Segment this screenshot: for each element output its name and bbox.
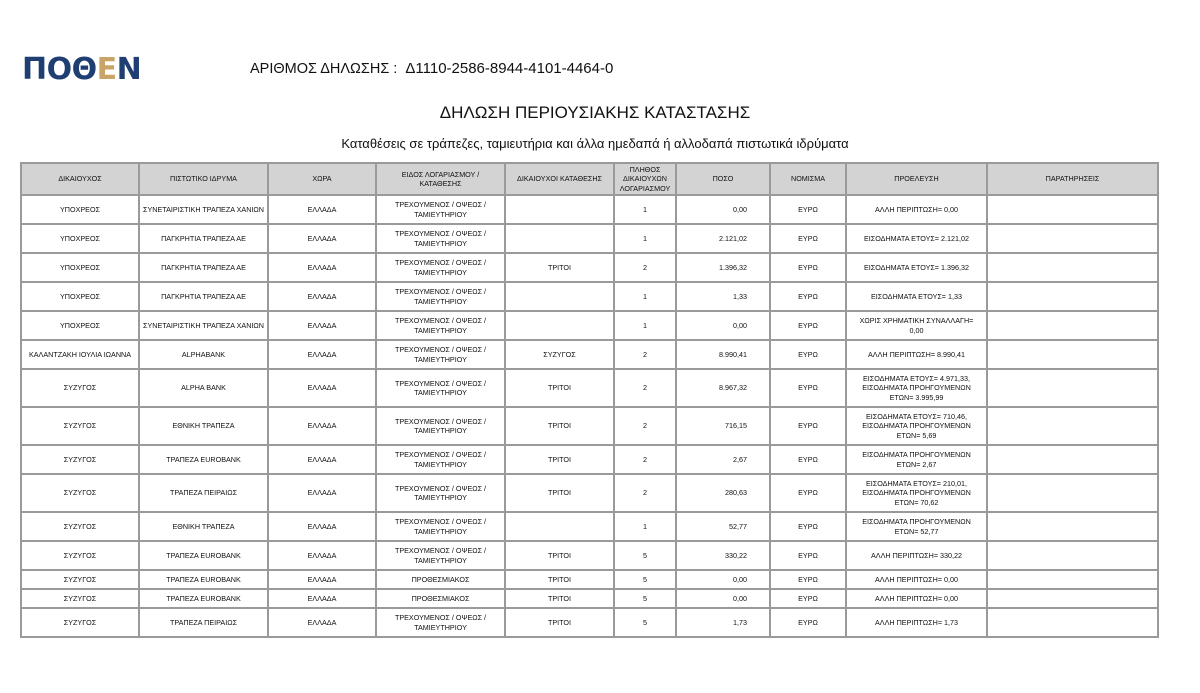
country-cell: ΕΛΛΑΔΑ: [268, 474, 376, 512]
origin-cell: ΕΙΣΟΔΗΜΑΤΑ ΕΤΟΥΣ= 2.121,02: [846, 224, 987, 253]
holders-count-cell: 2: [614, 474, 676, 512]
logo-text-tail: Ν: [116, 52, 142, 87]
currency-cell: ΕΥΡΩ: [770, 589, 846, 608]
amount-cell: 330,22: [676, 541, 770, 570]
currency-cell: ΕΥΡΩ: [770, 311, 846, 340]
holder-cell: ΣΥΖΥΓΟΣ: [21, 407, 139, 445]
table-row: [21, 340, 1158, 369]
holders-count-cell: 1: [614, 195, 676, 224]
origin-cell: ΧΩΡΙΣ ΧΡΗΜΑΤΙΚΗ ΣΥΝΑΛΛΑΓΗ= 0,00: [846, 311, 987, 340]
country-cell: ΕΛΛΑΔΑ: [268, 608, 376, 637]
holders-count-cell: 2: [614, 407, 676, 445]
institution-cell: ΤΡΑΠΕΖΑ ΠΕΙΡΑΙΩΣ: [139, 608, 268, 637]
country-cell: ΕΛΛΑΔΑ: [268, 589, 376, 608]
institution-cell: ΤΡΑΠΕΖΑ EUROBANK: [139, 570, 268, 589]
table-row: [21, 282, 1158, 311]
country-cell: ΕΛΛΑΔΑ: [268, 369, 376, 407]
currency-cell: ΕΥΡΩ: [770, 512, 846, 541]
holder-cell: ΥΠΟΧΡΕΟΣ: [21, 195, 139, 224]
currency-cell: ΕΥΡΩ: [770, 407, 846, 445]
remarks-cell: [987, 512, 1158, 541]
co-holders-cell: ΤΡΙΤΟΙ: [505, 608, 614, 637]
institution-cell: ALPHA BANK: [139, 369, 268, 407]
table-header-row: [21, 163, 1158, 195]
country-cell: ΕΛΛΑΔΑ: [268, 253, 376, 282]
declaration-number-line: [250, 60, 613, 77]
remarks-cell: [987, 541, 1158, 570]
column-header: ΠΛΗΘΟΣ ΔΙΚΑΙΟΥΧΩΝ ΛΟΓΑΡΙΑΣΜΟΥ: [614, 163, 676, 195]
column-header: ΠΑΡΑΤΗΡΗΣΕΙΣ: [987, 163, 1158, 195]
institution-cell: ΕΘΝΙΚΗ ΤΡΑΠΕΖΑ: [139, 407, 268, 445]
country-cell: ΕΛΛΑΔΑ: [268, 570, 376, 589]
table-row: [21, 608, 1158, 637]
account-type-cell: ΠΡΟΘΕΣΜΙΑΚΟΣ: [376, 570, 505, 589]
amount-cell: 1.396,32: [676, 253, 770, 282]
amount-cell: 8.967,32: [676, 369, 770, 407]
column-header: ΠΙΣΤΩΤΙΚΟ ΙΔΡΥΜΑ: [139, 163, 268, 195]
table-row: [21, 195, 1158, 224]
amount-cell: 0,00: [676, 589, 770, 608]
origin-cell: ΕΙΣΟΔΗΜΑΤΑ ΠΡΟΗΓΟΥΜΕΝΩΝ ΕΤΩΝ= 2,67: [846, 445, 987, 474]
currency-cell: ΕΥΡΩ: [770, 541, 846, 570]
column-header: ΠΡΟΕΛΕΥΣΗ: [846, 163, 987, 195]
institution-cell: ΤΡΑΠΕΖΑ EUROBANK: [139, 541, 268, 570]
amount-cell: 2.121,02: [676, 224, 770, 253]
institution-cell: ALPHABANK: [139, 340, 268, 369]
deposits-table: [20, 162, 1159, 638]
country-cell: ΕΛΛΑΔΑ: [268, 407, 376, 445]
co-holders-cell: ΤΡΙΤΟΙ: [505, 589, 614, 608]
currency-cell: ΕΥΡΩ: [770, 369, 846, 407]
institution-cell: ΣΥΝΕΤΑΙΡΙΣΤΙΚΗ ΤΡΑΠΕΖΑ ΧΑΝΙΩΝ: [139, 311, 268, 340]
remarks-cell: [987, 445, 1158, 474]
holder-cell: ΣΥΖΥΓΟΣ: [21, 541, 139, 570]
origin-cell: ΑΛΛΗ ΠΕΡΙΠΤΩΣΗ= 0,00: [846, 589, 987, 608]
holders-count-cell: 2: [614, 253, 676, 282]
country-cell: ΕΛΛΑΔΑ: [268, 340, 376, 369]
column-header: ΝΟΜΙΣΜΑ: [770, 163, 846, 195]
co-holders-cell: [505, 224, 614, 253]
account-type-cell: ΤΡΕΧΟΥΜΕΝΟΣ / ΟΨΕΩΣ / ΤΑΜΙΕΥΤΗΡΙΟΥ: [376, 474, 505, 512]
remarks-cell: [987, 311, 1158, 340]
page-title: ΔΗΛΩΣΗ ΠΕΡΙΟΥΣΙΑΚΗΣ ΚΑΤΑΣΤΑΣΗΣ: [439, 103, 751, 122]
currency-cell: ΕΥΡΩ: [770, 224, 846, 253]
remarks-cell: [987, 369, 1158, 407]
holders-count-cell: 2: [614, 445, 676, 474]
co-holders-cell: [505, 512, 614, 541]
country-cell: ΕΛΛΑΔΑ: [268, 224, 376, 253]
amount-cell: 280,63: [676, 474, 770, 512]
co-holders-cell: [505, 195, 614, 224]
currency-cell: ΕΥΡΩ: [770, 282, 846, 311]
account-type-cell: ΤΡΕΧΟΥΜΕΝΟΣ / ΟΨΕΩΣ / ΤΑΜΙΕΥΤΗΡΙΟΥ: [376, 282, 505, 311]
amount-cell: 716,15: [676, 407, 770, 445]
logo-text-main: ΠΟΘ: [22, 52, 97, 87]
column-header: ΔΙΚΑΙΟΥΧΟΣ: [21, 163, 139, 195]
table-row: [21, 445, 1158, 474]
co-holders-cell: ΤΡΙΤΟΙ: [505, 570, 614, 589]
remarks-cell: [987, 474, 1158, 512]
holders-count-cell: 1: [614, 311, 676, 340]
co-holders-cell: ΤΡΙΤΟΙ: [505, 369, 614, 407]
country-cell: ΕΛΛΑΔΑ: [268, 512, 376, 541]
logo-text-accent: Ε: [96, 52, 117, 87]
remarks-cell: [987, 282, 1158, 311]
remarks-cell: [987, 340, 1158, 369]
account-type-cell: ΤΡΕΧΟΥΜΕΝΟΣ / ΟΨΕΩΣ / ΤΑΜΙΕΥΤΗΡΙΟΥ: [376, 608, 505, 637]
institution-cell: ΠΑΓΚΡΗΤΙΑ ΤΡΑΠΕΖΑ ΑΕ: [139, 253, 268, 282]
account-type-cell: ΠΡΟΘΕΣΜΙΑΚΟΣ: [376, 589, 505, 608]
origin-cell: ΑΛΛΗ ΠΕΡΙΠΤΩΣΗ= 330,22: [846, 541, 987, 570]
account-type-cell: ΤΡΕΧΟΥΜΕΝΟΣ / ΟΨΕΩΣ / ΤΑΜΙΕΥΤΗΡΙΟΥ: [376, 253, 505, 282]
holders-count-cell: 5: [614, 608, 676, 637]
account-type-cell: ΤΡΕΧΟΥΜΕΝΟΣ / ΟΨΕΩΣ / ΤΑΜΙΕΥΤΗΡΙΟΥ: [376, 541, 505, 570]
currency-cell: ΕΥΡΩ: [770, 340, 846, 369]
declaration-label: ΑΡΙΘΜΟΣ ΔΗΛΩΣΗΣ :: [250, 61, 398, 77]
remarks-cell: [987, 224, 1158, 253]
currency-cell: ΕΥΡΩ: [770, 570, 846, 589]
holder-cell: ΣΥΖΥΓΟΣ: [21, 445, 139, 474]
co-holders-cell: [505, 311, 614, 340]
table-row: [21, 589, 1158, 608]
holder-cell: ΥΠΟΧΡΕΟΣ: [21, 253, 139, 282]
holders-count-cell: 1: [614, 282, 676, 311]
column-header: ΔΙΚΑΙΟΥΧΟΙ ΚΑΤΑΘΕΣΗΣ: [505, 163, 614, 195]
origin-cell: ΕΙΣΟΔΗΜΑΤΑ ΕΤΟΥΣ= 710,46, ΕΙΣΟΔΗΜΑΤΑ ΠΡΟΗΓΟΥΜΕΝΩΝ ΕΤΩΝ= 5,69: [846, 407, 987, 445]
holder-cell: ΥΠΟΧΡΕΟΣ: [21, 311, 139, 340]
holder-cell: ΣΥΖΥΓΟΣ: [21, 608, 139, 637]
origin-cell: ΑΛΛΗ ΠΕΡΙΠΤΩΣΗ= 1,73: [846, 608, 987, 637]
origin-cell: ΕΙΣΟΔΗΜΑΤΑ ΕΤΟΥΣ= 210,01, ΕΙΣΟΔΗΜΑΤΑ ΠΡΟΗΓΟΥΜΕΝΩΝ ΕΤΩΝ= 70,62: [846, 474, 987, 512]
currency-cell: ΕΥΡΩ: [770, 445, 846, 474]
holders-count-cell: 5: [614, 541, 676, 570]
account-type-cell: ΤΡΕΧΟΥΜΕΝΟΣ / ΟΨΕΩΣ / ΤΑΜΙΕΥΤΗΡΙΟΥ: [376, 445, 505, 474]
holders-count-cell: 1: [614, 224, 676, 253]
country-cell: ΕΛΛΑΔΑ: [268, 445, 376, 474]
table-row: [21, 407, 1158, 445]
table-row: [21, 253, 1158, 282]
remarks-cell: [987, 570, 1158, 589]
account-type-cell: ΤΡΕΧΟΥΜΕΝΟΣ / ΟΨΕΩΣ / ΤΑΜΙΕΥΤΗΡΙΟΥ: [376, 195, 505, 224]
co-holders-cell: ΤΡΙΤΟΙ: [505, 407, 614, 445]
logo: [22, 53, 141, 87]
account-type-cell: ΤΡΕΧΟΥΜΕΝΟΣ / ΟΨΕΩΣ / ΤΑΜΙΕΥΤΗΡΙΟΥ: [376, 311, 505, 340]
institution-cell: ΤΡΑΠΕΖΑ ΠΕΙΡΑΙΩΣ: [139, 474, 268, 512]
country-cell: ΕΛΛΑΔΑ: [268, 195, 376, 224]
holders-count-cell: 5: [614, 570, 676, 589]
country-cell: ΕΛΛΑΔΑ: [268, 282, 376, 311]
remarks-cell: [987, 589, 1158, 608]
amount-cell: 0,00: [676, 311, 770, 340]
origin-cell: ΕΙΣΟΔΗΜΑΤΑ ΕΤΟΥΣ= 1,33: [846, 282, 987, 311]
co-holders-cell: ΤΡΙΤΟΙ: [505, 541, 614, 570]
holder-cell: ΥΠΟΧΡΕΟΣ: [21, 224, 139, 253]
table-row: [21, 369, 1158, 407]
amount-cell: 1,73: [676, 608, 770, 637]
table-row: [21, 311, 1158, 340]
institution-cell: ΤΡΑΠΕΖΑ EUROBANK: [139, 589, 268, 608]
remarks-cell: [987, 608, 1158, 637]
holders-count-cell: 1: [614, 512, 676, 541]
holder-cell: ΣΥΖΥΓΟΣ: [21, 369, 139, 407]
currency-cell: ΕΥΡΩ: [770, 608, 846, 637]
co-holders-cell: ΤΡΙΤΟΙ: [505, 253, 614, 282]
co-holders-cell: ΤΡΙΤΟΙ: [505, 445, 614, 474]
remarks-cell: [987, 407, 1158, 445]
table-row: [21, 541, 1158, 570]
origin-cell: ΕΙΣΟΔΗΜΑΤΑ ΕΤΟΥΣ= 1.396,32: [846, 253, 987, 282]
account-type-cell: ΤΡΕΧΟΥΜΕΝΟΣ / ΟΨΕΩΣ / ΤΑΜΙΕΥΤΗΡΙΟΥ: [376, 369, 505, 407]
table-row: [21, 224, 1158, 253]
table-row: [21, 512, 1158, 541]
currency-cell: ΕΥΡΩ: [770, 195, 846, 224]
amount-cell: 0,00: [676, 195, 770, 224]
page-subtitle: Καταθέσεις σε τράπεζες, ταμιευτήρια και άλλα ημεδαπά ή αλλοδαπά πιστωτικά ιδρύματα: [341, 136, 849, 151]
co-holders-cell: ΤΡΙΤΟΙ: [505, 474, 614, 512]
country-cell: ΕΛΛΑΔΑ: [268, 311, 376, 340]
origin-cell: ΕΙΣΟΔΗΜΑΤΑ ΠΡΟΗΓΟΥΜΕΝΩΝ ΕΤΩΝ= 52,77: [846, 512, 987, 541]
amount-cell: 8.990,41: [676, 340, 770, 369]
amount-cell: 2,67: [676, 445, 770, 474]
country-cell: ΕΛΛΑΔΑ: [268, 541, 376, 570]
holders-count-cell: 2: [614, 369, 676, 407]
origin-cell: ΑΛΛΗ ΠΕΡΙΠΤΩΣΗ= 0,00: [846, 570, 987, 589]
table-row: [21, 570, 1158, 589]
origin-cell: ΑΛΛΗ ΠΕΡΙΠΤΩΣΗ= 0,00: [846, 195, 987, 224]
holder-cell: ΣΥΖΥΓΟΣ: [21, 512, 139, 541]
holders-count-cell: 2: [614, 340, 676, 369]
amount-cell: 1,33: [676, 282, 770, 311]
column-header: ΧΩΡΑ: [268, 163, 376, 195]
institution-cell: ΤΡΑΠΕΖΑ EUROBANK: [139, 445, 268, 474]
currency-cell: ΕΥΡΩ: [770, 253, 846, 282]
account-type-cell: ΤΡΕΧΟΥΜΕΝΟΣ / ΟΨΕΩΣ / ΤΑΜΙΕΥΤΗΡΙΟΥ: [376, 224, 505, 253]
declaration-number: Δ1110-2586-8944-4101-4464-0: [405, 60, 614, 77]
origin-cell: ΑΛΛΗ ΠΕΡΙΠΤΩΣΗ= 8.990,41: [846, 340, 987, 369]
account-type-cell: ΤΡΕΧΟΥΜΕΝΟΣ / ΟΨΕΩΣ / ΤΑΜΙΕΥΤΗΡΙΟΥ: [376, 340, 505, 369]
holder-cell: ΣΥΖΥΓΟΣ: [21, 589, 139, 608]
account-type-cell: ΤΡΕΧΟΥΜΕΝΟΣ / ΟΨΕΩΣ / ΤΑΜΙΕΥΤΗΡΙΟΥ: [376, 407, 505, 445]
origin-cell: ΕΙΣΟΔΗΜΑΤΑ ΕΤΟΥΣ= 4.971,33, ΕΙΣΟΔΗΜΑΤΑ ΠΡΟΗΓΟΥΜΕΝΩΝ ΕΤΩΝ= 3.995,99: [846, 369, 987, 407]
holder-cell: ΥΠΟΧΡΕΟΣ: [21, 282, 139, 311]
remarks-cell: [987, 195, 1158, 224]
amount-cell: 52,77: [676, 512, 770, 541]
institution-cell: ΣΥΝΕΤΑΙΡΙΣΤΙΚΗ ΤΡΑΠΕΖΑ ΧΑΝΙΩΝ: [139, 195, 268, 224]
holders-count-cell: 5: [614, 589, 676, 608]
co-holders-cell: ΣΥΖΥΓΟΣ: [505, 340, 614, 369]
holder-cell: ΚΑΛΑΝΤΖΑΚΗ ΙΟΥΛΙΑ ΙΩΑΝΝΑ: [21, 340, 139, 369]
institution-cell: ΠΑΓΚΡΗΤΙΑ ΤΡΑΠΕΖΑ ΑΕ: [139, 282, 268, 311]
amount-cell: 0,00: [676, 570, 770, 589]
table-row: [21, 474, 1158, 512]
column-header: ΠΟΣΟ: [676, 163, 770, 195]
remarks-cell: [987, 253, 1158, 282]
column-header: ΕΙΔΟΣ ΛΟΓΑΡΙΑΣΜΟΥ / ΚΑΤΑΘΕΣΗΣ: [376, 163, 505, 195]
co-holders-cell: [505, 282, 614, 311]
holder-cell: ΣΥΖΥΓΟΣ: [21, 570, 139, 589]
account-type-cell: ΤΡΕΧΟΥΜΕΝΟΣ / ΟΨΕΩΣ / ΤΑΜΙΕΥΤΗΡΙΟΥ: [376, 512, 505, 541]
currency-cell: ΕΥΡΩ: [770, 474, 846, 512]
holder-cell: ΣΥΖΥΓΟΣ: [21, 474, 139, 512]
institution-cell: ΠΑΓΚΡΗΤΙΑ ΤΡΑΠΕΖΑ ΑΕ: [139, 224, 268, 253]
institution-cell: ΕΘΝΙΚΗ ΤΡΑΠΕΖΑ: [139, 512, 268, 541]
